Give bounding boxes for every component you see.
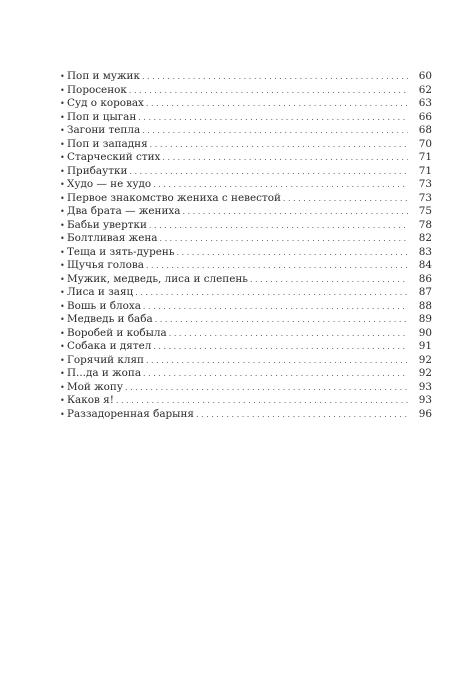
toc-entry: [60, 313, 432, 327]
bullet-icon: •: [60, 234, 65, 243]
toc-entry-title: Загони тепла: [67, 124, 141, 136]
toc-entry-title: Худо — не худо: [67, 178, 152, 190]
dot-leader: [146, 354, 408, 368]
dot-leader: [169, 327, 408, 341]
bullet-icon: •: [60, 153, 65, 162]
dot-leader: [250, 273, 408, 287]
toc-entry-title: Болтливая жена: [67, 232, 158, 244]
table-of-contents: [60, 70, 432, 421]
dot-leader: [160, 232, 409, 246]
toc-entry-title: Щучья голова: [67, 259, 144, 271]
toc-entry-page-number: 75: [418, 205, 432, 217]
toc-entry-page-number: 92: [418, 353, 432, 366]
toc-entry-title: Воробей и кобыла: [67, 326, 167, 339]
bullet-icon: •: [60, 288, 65, 297]
dot-leader: [125, 381, 408, 395]
dot-leader: [153, 178, 408, 192]
bullet-icon: •: [60, 180, 65, 189]
toc-entry-page-number: 73: [418, 191, 432, 204]
toc-entry-title: Горячий кляп: [67, 353, 144, 366]
toc-entry-page-number: 88: [418, 299, 432, 312]
dot-leader: [138, 111, 408, 125]
toc-entry-page-number: 78: [418, 218, 432, 231]
toc-entry: [60, 327, 432, 341]
toc-entry-page-number: 66: [418, 110, 432, 123]
toc-entry: [60, 259, 432, 273]
toc-entry-title: Мужик, медведь, лиса и слепень: [67, 272, 248, 285]
bullet-icon: •: [60, 139, 65, 149]
dot-leader: [142, 70, 408, 84]
toc-entry-title: Поп и мужик: [67, 70, 140, 82]
toc-entry-page-number: 84: [418, 259, 432, 271]
toc-entry: [60, 246, 432, 260]
toc-entry: [60, 340, 432, 354]
toc-entry-page-number: 83: [418, 245, 432, 258]
toc-entry-page-number: 63: [418, 97, 432, 109]
dot-leader: [162, 151, 408, 165]
toc-entry: [60, 178, 432, 192]
toc-entry: [60, 354, 432, 368]
toc-entry-page-number: 68: [418, 124, 432, 136]
toc-entry-page-number: 71: [418, 151, 432, 163]
bullet-icon: •: [60, 261, 65, 270]
dot-leader: [283, 192, 408, 206]
toc-entry-page-number: 71: [418, 164, 432, 177]
dot-leader: [177, 246, 409, 260]
dot-leader: [116, 394, 408, 408]
toc-entry-page-number: 93: [418, 394, 432, 406]
toc-entry: [60, 70, 432, 84]
toc-entry: [60, 97, 432, 111]
toc-entry-title: Собака и дятел: [67, 340, 152, 352]
toc-entry-page-number: 93: [418, 380, 432, 393]
toc-entry-page-number: 91: [418, 340, 432, 352]
toc-entry-title: Поп и западня: [67, 137, 148, 150]
toc-entry-title: Старческий стих: [67, 151, 161, 163]
bullet-icon: •: [60, 220, 65, 230]
toc-entry: [60, 300, 432, 314]
toc-entry-title: Бабьи увертки: [67, 218, 147, 231]
toc-entry-title: Медведь и баба: [67, 313, 153, 325]
toc-entry-title: Прибаутки: [67, 164, 128, 177]
toc-entry: [60, 151, 432, 165]
dot-leader: [155, 313, 408, 327]
toc-entry-page-number: 86: [418, 272, 432, 285]
dot-leader: [196, 408, 408, 422]
dot-leader: [153, 340, 408, 354]
toc-entry-title: Каков я!: [67, 394, 114, 406]
dot-leader: [129, 165, 408, 179]
bullet-icon: •: [60, 369, 65, 378]
toc-entry: [60, 286, 432, 300]
dot-leader: [129, 84, 408, 98]
toc-entry: [60, 219, 432, 233]
dot-leader: [143, 300, 408, 314]
toc-entry: [60, 165, 432, 179]
bullet-icon: •: [60, 355, 65, 365]
bullet-icon: •: [60, 301, 65, 311]
toc-entry: [60, 273, 432, 287]
toc-entry-title: Поп и цыган: [67, 110, 137, 123]
dot-leader: [149, 219, 408, 233]
toc-entry: [60, 381, 432, 395]
bullet-icon: •: [60, 274, 65, 284]
dot-leader: [146, 259, 408, 273]
toc-entry-page-number: 82: [418, 232, 432, 244]
bullet-icon: •: [60, 409, 65, 419]
toc-entry: [60, 408, 432, 422]
bullet-icon: •: [60, 193, 65, 203]
dot-leader: [142, 124, 408, 138]
bullet-icon: •: [60, 85, 65, 95]
bullet-icon: •: [60, 99, 65, 108]
toc-entry-title: Суд о коровах: [67, 97, 144, 109]
toc-entry: [60, 367, 432, 381]
toc-entry-page-number: 96: [418, 407, 432, 420]
toc-entry: [60, 84, 432, 98]
toc-entry-title: Теща и зять-дурень: [67, 245, 175, 258]
toc-entry-page-number: 73: [418, 178, 432, 190]
toc-entry-title: Раззадоренная барыня: [67, 407, 194, 420]
toc-entry-page-number: 70: [418, 137, 432, 150]
bullet-icon: •: [60, 247, 65, 257]
bullet-icon: •: [60, 396, 65, 405]
bullet-icon: •: [60, 328, 65, 338]
toc-entry: [60, 205, 432, 219]
bullet-icon: •: [60, 112, 65, 122]
bullet-icon: •: [60, 166, 65, 176]
toc-entry-page-number: 90: [418, 326, 432, 339]
toc-entry-page-number: 62: [418, 83, 432, 96]
toc-entry-title: Мой жопу: [67, 380, 123, 393]
bullet-icon: •: [60, 207, 65, 216]
toc-entry-title: Вошь и блоха: [67, 299, 141, 312]
toc-entry-title: Лиса и заяц: [67, 286, 134, 298]
toc-entry-title: Два брата — жениха: [67, 205, 181, 217]
bullet-icon: •: [60, 72, 65, 81]
toc-entry-page-number: 60: [418, 70, 432, 82]
toc-entry-title: Поросенок: [67, 83, 127, 96]
toc-entry: [60, 232, 432, 246]
dot-leader: [143, 367, 408, 381]
dot-leader: [150, 138, 408, 152]
bullet-icon: •: [60, 126, 65, 135]
toc-entry-page-number: 89: [418, 313, 432, 325]
dot-leader: [135, 286, 408, 300]
toc-entry: [60, 124, 432, 138]
bullet-icon: •: [60, 382, 65, 392]
dot-leader: [182, 205, 408, 219]
bullet-icon: •: [60, 342, 65, 351]
dot-leader: [146, 97, 408, 111]
toc-entry-page-number: 87: [418, 286, 432, 298]
toc-entry-page-number: 92: [418, 367, 432, 379]
toc-entry: [60, 394, 432, 408]
bullet-icon: •: [60, 315, 65, 324]
toc-entry-title: Первое знакомство жениха с невестой: [67, 191, 281, 204]
toc-entry: [60, 111, 432, 125]
toc-entry: [60, 192, 432, 206]
toc-entry: [60, 138, 432, 152]
toc-entry-title: П...да и жопа: [67, 367, 142, 379]
